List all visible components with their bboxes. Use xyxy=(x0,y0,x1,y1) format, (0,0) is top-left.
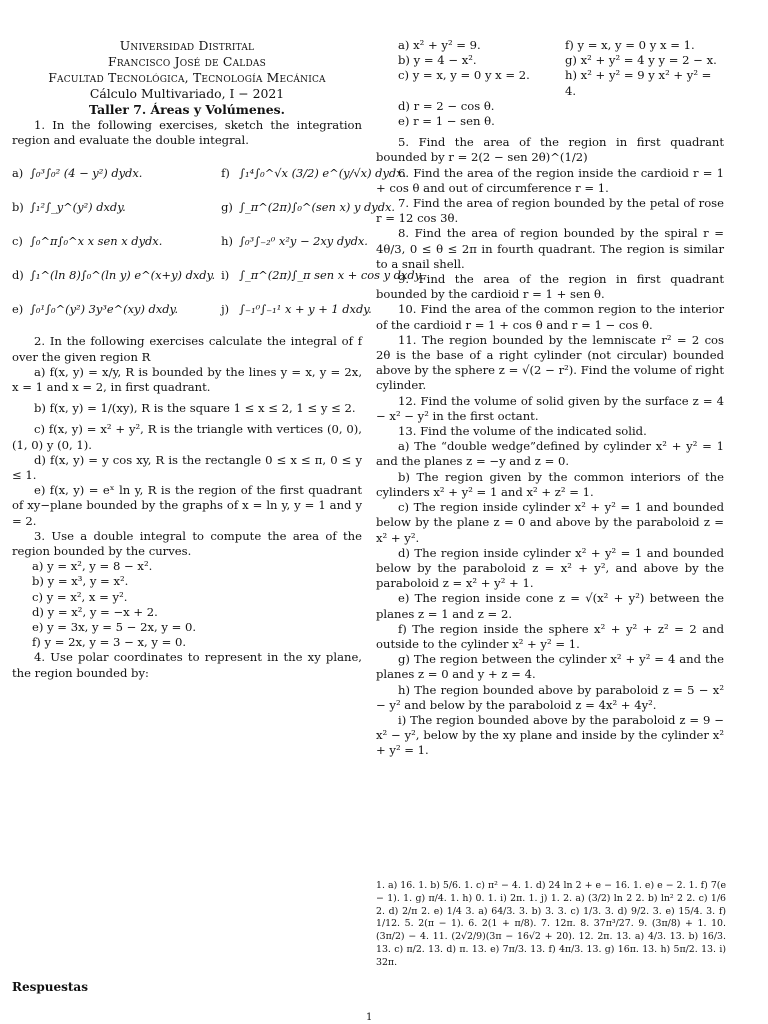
q4-item: b) y = 4 − x². xyxy=(398,53,477,68)
q2-item: c) f(x, y) = x² + y², R is the triangle with vertices (0, 0), (1, 0) y (0, 1). xyxy=(12,422,362,452)
q13-item: b) The region given by the common interiors of the cylinders x² + y² = 1 and x² + z² = 1. xyxy=(376,469,724,499)
q13-item: g) The region between the cylinder x² + y² = 4 and the planes z = 0 and y + z = 4. xyxy=(376,652,724,682)
exercise-text: 12. Find the volume of solid given by the surface z = 4 − x² − y² in the first octant. xyxy=(376,393,724,423)
q4-item xyxy=(565,114,724,129)
workshop-title: Taller 7. Áreas y Volúmenes. xyxy=(89,102,285,117)
q4-item xyxy=(565,99,724,114)
exercise-text: 6. Find the area of the region inside the cardioid r = 1 + cos θ and out of circumference r = 1. xyxy=(376,165,724,195)
exercise-text: 8. Find the area of region bounded by the spiral r = 4θ/3, 0 ≤ θ ≤ 2π in fourth quadrant. The region is similar to a snail shell. xyxy=(376,226,724,271)
q2-item: d) f(x, y) = y cos xy, R is the rectangle 0 ≤ x ≤ π, 0 ≤ y ≤ 1. xyxy=(12,452,362,483)
document-header xyxy=(12,38,362,118)
q13-item: d) The region inside cylinder x² + y² = 1 and bounded below by the paraboloid z = x² + y², and above by the paraboloid z = x² + y² + 1. xyxy=(376,545,724,591)
integral-item: c) ∫₀^π ∫₀^x x sen x dydx. xyxy=(12,233,163,248)
integral-item: e) ∫₀¹ ∫₀^(y²) 3y³e^(xy) dxdy. xyxy=(12,301,179,316)
q4-item: e) r = 1 − sen θ. xyxy=(398,114,495,129)
q3-text: 3. Use a double integral to compute the area of the region bounded by the curves. xyxy=(12,528,362,559)
exercise-text: 13. Find the volume of the indicated solid. xyxy=(398,424,647,439)
university-name: Universidad Distrital xyxy=(119,38,255,53)
q3-item: a) y = x², y = 8 − x². xyxy=(32,559,153,574)
q2-item: a) f(x, y) = x/y, R is bounded by the lines y = x, y = 2x, x = 1 and x = 2, in first quadrant. xyxy=(12,364,362,395)
university-subname: Francisco José de Caldas xyxy=(108,54,266,69)
q4-item: g) x² + y² = 4 y y = 2 − x. xyxy=(565,53,717,68)
q13-item: i) The region bounded above by the paraboloid z = 9 − x² − y², below by the xy plane and inside by the cylinder x² + y² = 1. xyxy=(376,712,724,758)
integral-item: d) ∫₁^(ln 8) ∫₀^(ln y) e^(x+y) dxdy. xyxy=(12,267,216,282)
q4-item: a) x² + y² = 9. xyxy=(398,38,481,52)
exercise-text: 10. Find the area of the common region to the interior of the cardioid r = 1 + cos θ and r = 1 − cos θ. xyxy=(376,302,724,332)
q2-item: e) f(x, y) = eˣ ln y, R is the region of the first quadrant of xy−plane bounded by the graphs of x = ln y, y = 1 and y = 2. xyxy=(12,483,362,528)
q13-item: h) The region bounded above by paraboloid z = 5 − x² − y² and below by the paraboloid z = 4x² + 4y². xyxy=(376,682,724,712)
q4-item: d) r = 2 − cos θ. xyxy=(398,98,495,113)
answers-heading: Respuestas xyxy=(12,980,88,994)
page-number: 1 xyxy=(366,1012,373,1023)
q3-item: e) y = 3x, y = 5 − 2x, y = 0. xyxy=(32,620,197,635)
q3-item: c) y = x², x = y². xyxy=(32,589,128,604)
q1-text: 1. In the following exercises, sketch the integration region and evaluate the double integral. xyxy=(12,118,362,148)
left-column xyxy=(12,38,424,681)
faculty-name: Facultad Tecnológica, Tecnología Mecánica xyxy=(48,70,326,85)
integral-item: f) ∫₁⁴ ∫₀^√x (3/2) e^(y/√x) dydx. xyxy=(221,165,407,180)
integral-item: a) ∫₀³ ∫₀² (4 − y²) dydx. xyxy=(12,165,143,180)
q13-item: e) The region inside cone z = √(x² + y²) between the planes z = 1 and z = 2. xyxy=(376,591,724,621)
course-name: Cálculo Multivariado, I − 2021 xyxy=(89,86,285,101)
q1-integrals xyxy=(12,156,424,326)
q2-item: b) f(x, y) = 1/(xy), R is the square 1 ≤ x ≤ 2, 1 ≤ y ≤ 2. xyxy=(34,401,356,416)
exercise-text: 11. The region bounded by the lemniscate r² = 2 cos 2θ is the base of a right cylinder (not circular) bounded above by the sphere z = √(2 − r²). Find the volume of right cylinder. xyxy=(376,332,724,393)
integral-item: b) ∫₁² ∫_y^(y²) dxdy. xyxy=(12,199,126,214)
q4-item: c) y = x, y = 0 y x = 2. xyxy=(398,68,530,83)
q3-item: d) y = x², y = −x + 2. xyxy=(32,604,158,619)
integral-item: h) ∫₀³ ∫₋₂⁰ x²y − 2xy dydx. xyxy=(221,233,368,248)
q4-item: f) y = x, y = 0 y x = 1. xyxy=(565,38,695,52)
q4-item: h) x² + y² = 9 y x² + y² = 4. xyxy=(565,68,712,98)
q13-item: f) The region inside the sphere x² + y² + z² = 2 and outside to the cylinder x² + y² = 1. xyxy=(376,621,724,651)
exercise-text: 9. Find the area of the region in first quadrant bounded by the cardioid r = 1 + sen θ. xyxy=(376,272,724,302)
exercise-text: 7. Find the area of region bounded by the petal of rose r = 12 cos 3θ. xyxy=(376,196,724,226)
q3-item: b) y = x³, y = x². xyxy=(32,574,129,589)
answers-block: 1. a) 16. 1. b) 5/6. 1. c) π² − 4. 1. d) 24 ln 2 + e − 16. 1. e) e − 2. 1. f) 7(e − 1). 1. g) π/4. 1. h) 0. 1. i) 2π. 1. j) 1. 2. a) (3/2) ln 2 2. b) ln² 2 2. c) 1/6 2. d) 2/π 2. e) 1/4 3. a) 64/3. 3. b) 3. 3. c) 1/3. 3. d) 9/2. 3. e) 15/4. 3. f) 1/12. 5. 2(π − 1). 6. 2(1 + π/8). 7. 12π. 8. 37π³/27. 9. (3π/8) + 1. 10. (3π/2) − 4. 11. (2√2/9)(3π − 16√2 + 20). 12. 2π. 13. a) 4/3. 13. b) 16/3. 13. c) π/2. 13. d) π. 13. e) 7π/3. 13. f) 4π/3. 13. g) 16π. 13. h) 5π/2. 13. i) 32π. xyxy=(376,880,726,968)
integral-item: g) ∫_π^(2π) ∫₀^(sen x) y dydx. xyxy=(221,199,396,214)
right-column xyxy=(376,38,724,759)
q2-text: 2. In the following exercises calculate the integral of f over the given region R xyxy=(12,334,362,364)
exercise-text: 5. Find the area of the region in first quadrant bounded by r = 2(2 − sen 2θ)^(1/2) xyxy=(376,135,724,165)
q3-item: f) y = 2x, y = 3 − x, y = 0. xyxy=(32,635,187,650)
q13-item: c) The region inside cylinder x² + y² = 1 and bounded below by the plane z = 0 and above by the paraboloid z = x² + y². xyxy=(376,500,724,545)
integral-item: j) ∫₋₁⁰ ∫₋₁¹ x + y + 1 dxdy. xyxy=(221,301,372,316)
integral-item: i) ∫_π^(2π) ∫_π sen x + cos y dxdy. xyxy=(221,267,424,282)
q13-item: a) The “double wedge”defined by cylinder x² + y² = 1 and the planes z = −y and z = 0. xyxy=(376,439,724,469)
q4-text: 4. Use polar coordinates to represent in the xy plane, the region bounded by: xyxy=(12,650,362,680)
q4-items xyxy=(376,38,724,129)
